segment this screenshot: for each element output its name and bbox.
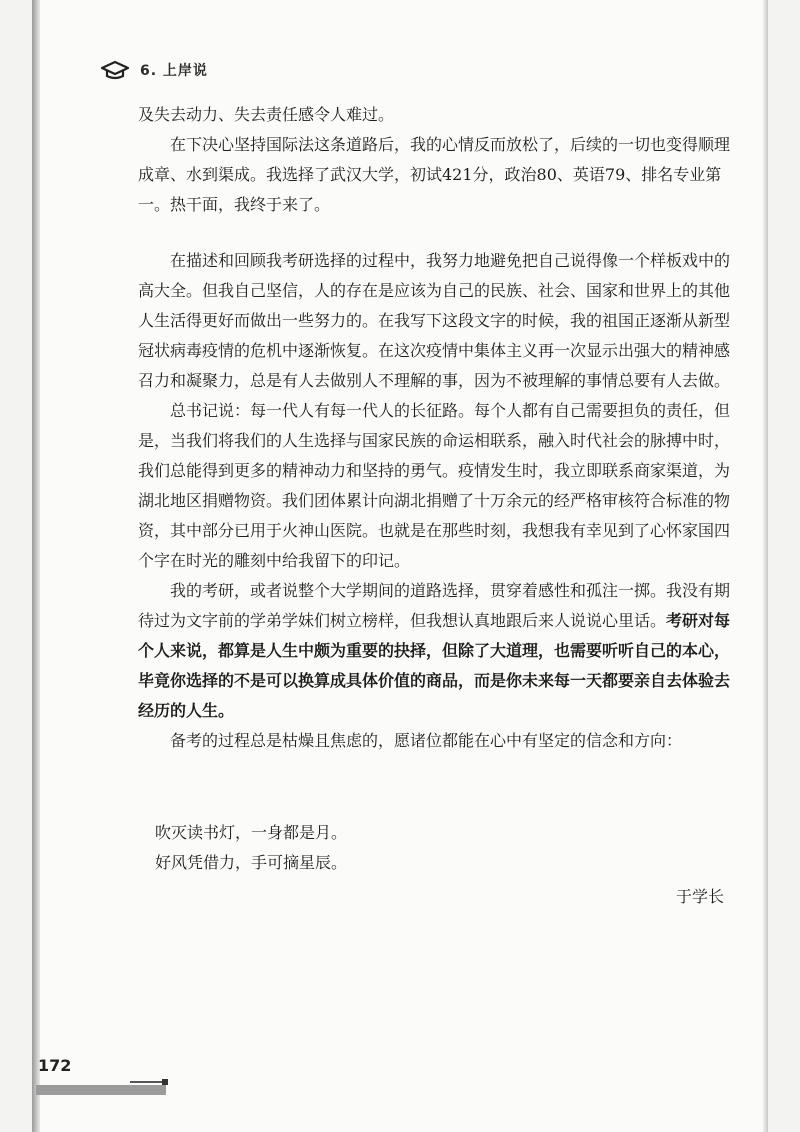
paragraph-2: 在下决心坚持国际法这条道路后，我的心情反而放松了，后续的一切也变得顺理成章、水到渠成。我选择了武汉大学，初试421分，政治80、英语79、排名专业第一。热干面，我终于来了。 [138, 135, 731, 214]
footer-line [130, 1081, 166, 1083]
chapter-header [100, 58, 208, 82]
chapter-title: 6. 上岸说 [140, 63, 208, 79]
paragraph-1: 及失去动力、失去责任感令人难过。 [138, 105, 395, 124]
author-signature: 于学长 [676, 887, 725, 906]
paragraph-6: 备考的过程总是枯燥且焦虑的，愿诸位都能在心中有坚定的信念和方向： [170, 731, 683, 750]
paragraph-4: 总书记说：每一代人有每一代人的长征路。每个人都有自己需要担负的责任，但是，当我们将我们的人生选择与国家民族的命运相联系，融入时代社会的脉搏中时，我们总能得到更多的精神动力和坚持的勇气。疫情发生时，我立即联系商家渠道，为湖北地区捐赠物资。我们团体累计向湖北捐赠了十万余元的经严格审核符合标准的物资，其中部分已用于火神山医院。也就是在那些时刻，我想我有幸见到了心怀家国四个字在时光的雕刻中给我留下的印记。 [138, 401, 731, 570]
poem-line-1: 吹灭读书灯，一身都是月。 [155, 823, 348, 842]
article-body [138, 100, 738, 756]
paragraph-3: 在描述和回顾我考研选择的过程中，我努力地避免把自己说得像一个样板戏中的高大全。但我自己坚信，人的存在是应该为自己的民族、社会、国家和世界上的其他人生活得更好而做出一些努力的。在我写下这段文字的时候，我的祖国正逐渐从新型冠状病毒疫情的危机中逐渐恢复。在这次疫情中集体主义再一次显示出强大的精神感召力和凝聚力，总是有人去做别人不理解的事，因为不被理解的事情总要有人去做。 [138, 251, 731, 390]
paragraph-5-emphasis: 考研对每个人来说，都算是人生中颇为重要的抉择，但除了大道理，也需要听听自己的本心，毕竟你选择的不是可以换算成具体价值的商品，而是你未来每一天都要亲自去体验去经历的人生。 [138, 611, 731, 720]
paragraph-5 [138, 576, 738, 726]
footer-dot [162, 1079, 168, 1085]
closing-poem [155, 818, 347, 878]
paragraph-5-lead: 我的考研，或者说整个大学期间的道路选择，贯穿着感性和孤注一掷。我没有期待过为文字前的学弟学妹们树立榜样，但我想认真地跟后来人说说心里话。 [138, 581, 731, 630]
page-edge-shadow [762, 0, 768, 1132]
footer-bar [36, 1085, 166, 1095]
graduation-cap-icon [100, 59, 130, 81]
poem-line-2: 好风凭借力，手可摘星辰。 [155, 853, 348, 872]
page-number: 172 [38, 1056, 72, 1075]
